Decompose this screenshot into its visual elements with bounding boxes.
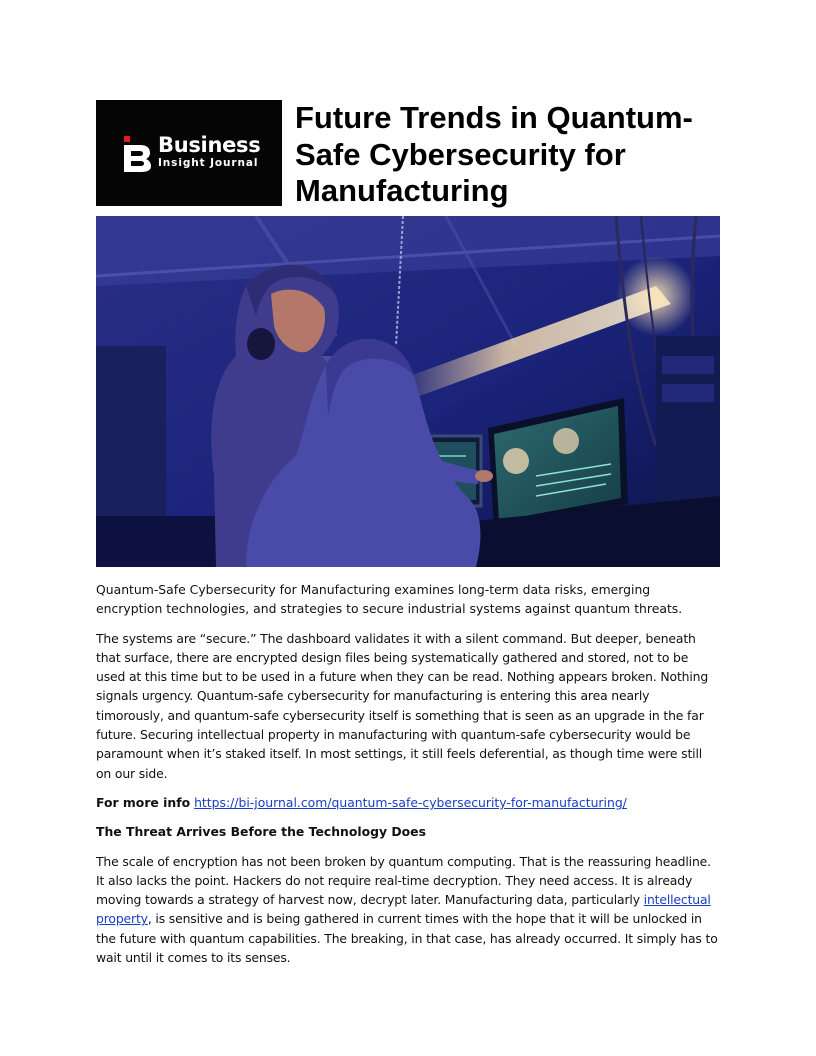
section-heading: The Threat Arrives Before the Technology Does xyxy=(96,824,426,840)
logo-main-text: Business xyxy=(158,133,261,157)
hacker-scene-illustration xyxy=(96,216,720,567)
page-content xyxy=(96,100,720,212)
section-paragraph xyxy=(96,852,720,968)
more-info-link[interactable]: https://bi-journal.com/quantum-safe-cybersecurity-for-manufacturing/ xyxy=(194,794,627,810)
article-summary: Quantum-Safe Cybersecurity for Manufacturing examines long-term data risks, emerging encryption technologies, and strategies to secure industrial systems against quantum threats. xyxy=(96,582,683,617)
hero-image xyxy=(96,216,720,567)
intellectual-property-link[interactable]: intellectual property xyxy=(96,892,711,927)
article-intro: The systems are “secure.” The dashboard validates it with a silent command. But deeper, beneath that surface, there are encrypted design files being systematically gathered and stored, not to be used at this time but to be used in a future when they can be read. Nothing appears broken. Nothing signals urgency. Quantum-safe cybersecurity for manufacturing is entering this area nearly timorously, and quantum-safe cybersecurity itself is something that is seen as an upgrade in the far future. Securing intellectual property in manufacturing with quantum-safe cybersecurity would be paramount when it’s staked itself. In most settings, it still feels deferential, as though time were still on our side. xyxy=(96,630,709,781)
logo-wordmark xyxy=(158,134,260,170)
article-header xyxy=(96,100,720,212)
logo-b-icon xyxy=(124,136,152,172)
section-text-after: , is sensitive and is being gathered in current times with the hope that it will be unlocked in the future with quantum capabilities. The breaking, in that case, has already occurred. It simply has to wait until it comes to its senses. xyxy=(96,911,718,966)
more-info-line xyxy=(96,793,720,812)
article-title: Future Trends in Quantum-Safe Cybersecurity for Manufacturing xyxy=(295,100,693,208)
logo-accent-square xyxy=(124,136,130,142)
more-info-label: For more info xyxy=(96,794,191,810)
section-text-before: The scale of encryption has not been broken by quantum computing. That is the reassuring headline. It also lacks the point. Hackers do not require real-time decryption. They need access. It is already moving towards a strategy of harvest now, decrypt later. Manufacturing data, particularly xyxy=(96,853,711,908)
business-insight-journal-logo xyxy=(96,100,282,206)
logo-sub-text: Insight Journal xyxy=(158,157,259,169)
article-body xyxy=(96,580,720,977)
